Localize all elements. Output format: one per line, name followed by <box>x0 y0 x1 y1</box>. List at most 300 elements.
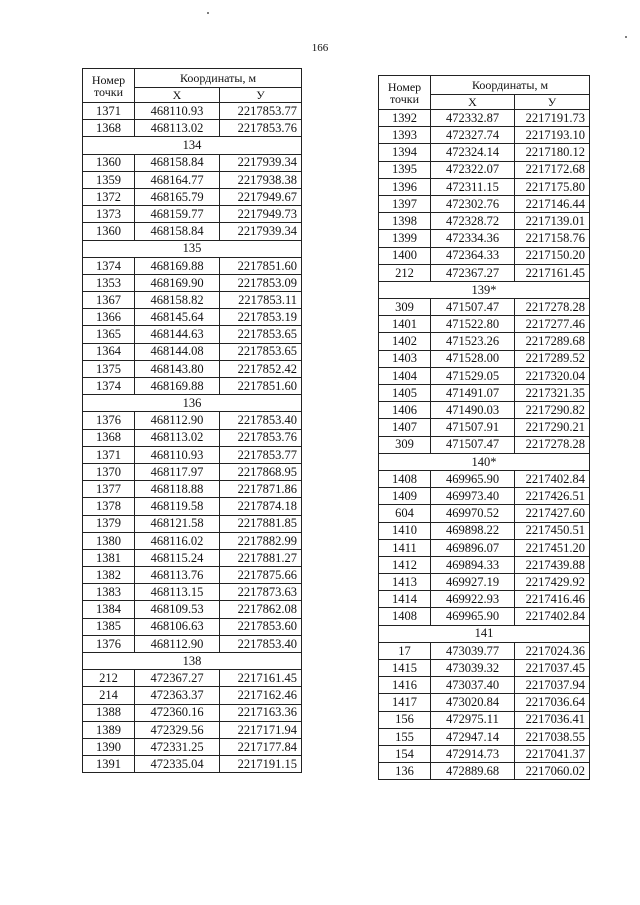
coordinates-table-right <box>378 75 590 780</box>
x-coordinate-cell: 471507.91 <box>431 419 515 436</box>
point-number-cell: 1368 <box>83 429 135 446</box>
table-row <box>83 292 302 309</box>
point-number-cell: 1401 <box>379 316 431 333</box>
point-number-cell: 1381 <box>83 549 135 566</box>
table-row <box>379 299 590 316</box>
x-coordinate-cell: 472360.16 <box>135 704 220 721</box>
x-coordinate-cell: 472364.33 <box>431 247 515 264</box>
table-row <box>83 274 302 291</box>
y-coordinate-cell: 2217853.60 <box>220 618 302 635</box>
point-number-cell: 1416 <box>379 677 431 694</box>
point-number-cell: 1374 <box>83 378 135 395</box>
y-coordinate-cell: 2217278.28 <box>515 299 590 316</box>
table-row <box>379 711 590 728</box>
x-coordinate-cell: 472363.37 <box>135 687 220 704</box>
x-coordinate-cell: 472311.15 <box>431 178 515 195</box>
point-number-cell: 1411 <box>379 539 431 556</box>
point-number-cell: 1403 <box>379 350 431 367</box>
y-coordinate-cell: 2217150.20 <box>515 247 590 264</box>
x-coordinate-cell: 469970.52 <box>431 505 515 522</box>
table-row <box>379 178 590 195</box>
point-number-cell: 1400 <box>379 247 431 264</box>
point-number-cell: 1394 <box>379 144 431 161</box>
section-row <box>83 137 302 154</box>
y-coordinate-cell: 2217853.65 <box>220 343 302 360</box>
x-coordinate-cell: 468169.90 <box>135 274 220 291</box>
table-row <box>83 120 302 137</box>
scan-speck <box>207 12 209 14</box>
table-row <box>83 446 302 463</box>
x-coordinate-cell: 472914.73 <box>431 745 515 762</box>
point-number-cell: 1377 <box>83 481 135 498</box>
point-number-cell: 1366 <box>83 309 135 326</box>
table-row <box>83 326 302 343</box>
x-coordinate-cell: 473039.77 <box>431 642 515 659</box>
y-coordinate-cell: 2217191.73 <box>515 110 590 127</box>
x-coordinate-cell: 468113.02 <box>135 120 220 137</box>
table-row <box>83 549 302 566</box>
x-coordinate-cell: 468169.88 <box>135 257 220 274</box>
table-row <box>83 635 302 652</box>
point-number-cell: 1398 <box>379 213 431 230</box>
table-row <box>379 367 590 384</box>
section-row <box>83 240 302 257</box>
x-coordinate-cell: 473039.32 <box>431 660 515 677</box>
y-coordinate-cell: 2217853.40 <box>220 635 302 652</box>
table-row <box>379 763 590 780</box>
x-coordinate-cell: 472331.25 <box>135 738 220 755</box>
y-coordinate-cell: 2217172.68 <box>515 161 590 178</box>
x-coordinate-cell: 469896.07 <box>431 539 515 556</box>
point-number-cell: 1359 <box>83 171 135 188</box>
x-coordinate-cell: 468145.64 <box>135 309 220 326</box>
y-coordinate-cell: 2217853.77 <box>220 446 302 463</box>
table-row <box>379 161 590 178</box>
x-coordinate-cell: 468113.15 <box>135 584 220 601</box>
table-row <box>379 728 590 745</box>
table-row <box>379 505 590 522</box>
point-number-cell: 1417 <box>379 694 431 711</box>
y-coordinate-cell: 2217402.84 <box>515 608 590 625</box>
point-number-cell: 1396 <box>379 178 431 195</box>
point-number-cell: 309 <box>379 299 431 316</box>
coordinates-header: Координаты, м <box>135 69 302 88</box>
point-number-cell: 1376 <box>83 635 135 652</box>
y-coordinate-cell: 2217162.46 <box>220 687 302 704</box>
y-coordinate-cell: 2217060.02 <box>515 763 590 780</box>
point-number-cell: 1414 <box>379 591 431 608</box>
table-row <box>379 522 590 539</box>
section-number: 139* <box>379 281 590 298</box>
y-coordinate-cell: 2217949.73 <box>220 206 302 223</box>
x-coordinate-cell: 469973.40 <box>431 488 515 505</box>
point-number-cell: 1393 <box>379 127 431 144</box>
point-number-cell: 1385 <box>83 618 135 635</box>
x-coordinate-cell: 468117.97 <box>135 463 220 480</box>
x-coordinate-cell: 469965.90 <box>431 470 515 487</box>
table-row <box>379 264 590 281</box>
table-row <box>379 470 590 487</box>
table-row <box>83 687 302 704</box>
y-coordinate-cell: 2217290.82 <box>515 402 590 419</box>
section-row <box>379 625 590 642</box>
point-number-cell: 1373 <box>83 206 135 223</box>
y-coordinate-cell: 2217158.76 <box>515 230 590 247</box>
point-number-cell: 1367 <box>83 292 135 309</box>
x-coordinate-cell: 468119.58 <box>135 498 220 515</box>
table-row <box>379 230 590 247</box>
y-coordinate-cell: 2217416.46 <box>515 591 590 608</box>
y-coordinate-cell: 2217851.60 <box>220 257 302 274</box>
y-coordinate-cell: 2217439.88 <box>515 556 590 573</box>
y-coordinate-cell: 2217939.34 <box>220 154 302 171</box>
y-coordinate-cell: 2217290.21 <box>515 419 590 436</box>
table-row <box>83 343 302 360</box>
section-row <box>379 453 590 470</box>
point-number-cell: 1409 <box>379 488 431 505</box>
table-row <box>83 103 302 120</box>
y-coordinate-cell: 2217402.84 <box>515 470 590 487</box>
section-number: 138 <box>83 653 302 670</box>
point-number-cell: 154 <box>379 745 431 762</box>
x-coordinate-cell: 473037.40 <box>431 677 515 694</box>
point-number-cell: 214 <box>83 687 135 704</box>
section-number: 140* <box>379 453 590 470</box>
x-coordinate-cell: 471522.80 <box>431 316 515 333</box>
point-number-cell: 1383 <box>83 584 135 601</box>
x-coordinate-cell: 468165.79 <box>135 188 220 205</box>
table-row <box>379 333 590 350</box>
x-coordinate-cell: 469922.93 <box>431 591 515 608</box>
table-row <box>83 154 302 171</box>
table-row <box>379 144 590 161</box>
point-number-cell: 1405 <box>379 385 431 402</box>
y-coordinate-cell: 2217429.92 <box>515 574 590 591</box>
y-coordinate-cell: 2217193.10 <box>515 127 590 144</box>
x-coordinate-cell: 472302.76 <box>431 195 515 212</box>
x-coordinate-cell: 469927.19 <box>431 574 515 591</box>
point-number-cell: 1371 <box>83 446 135 463</box>
point-number-cell: 1392 <box>379 110 431 127</box>
y-coordinate-cell: 2217862.08 <box>220 601 302 618</box>
section-number: 134 <box>83 137 302 154</box>
x-coordinate-cell: 469965.90 <box>431 608 515 625</box>
y-coordinate-cell: 2217278.28 <box>515 436 590 453</box>
x-coordinate-cell: 471523.26 <box>431 333 515 350</box>
x-coordinate-cell: 468113.76 <box>135 567 220 584</box>
y-coordinate-cell: 2217037.45 <box>515 660 590 677</box>
y-coordinate-cell: 2217171.94 <box>220 721 302 738</box>
y-coordinate-cell: 2217853.65 <box>220 326 302 343</box>
x-coordinate-cell: 472322.07 <box>431 161 515 178</box>
y-header: У <box>220 88 302 103</box>
y-coordinate-cell: 2217938.38 <box>220 171 302 188</box>
table-row <box>379 591 590 608</box>
table-row <box>83 171 302 188</box>
y-coordinate-cell: 2217139.01 <box>515 213 590 230</box>
table-row <box>83 498 302 515</box>
section-row <box>83 395 302 412</box>
x-coordinate-cell: 468110.93 <box>135 103 220 120</box>
x-coordinate-cell: 472367.27 <box>135 670 220 687</box>
point-number-cell: 1390 <box>83 738 135 755</box>
y-coordinate-cell: 2217041.37 <box>515 745 590 762</box>
y-coordinate-cell: 2217289.68 <box>515 333 590 350</box>
x-coordinate-cell: 468169.88 <box>135 378 220 395</box>
x-coordinate-cell: 468143.80 <box>135 360 220 377</box>
y-coordinate-cell: 2217853.76 <box>220 429 302 446</box>
x-coordinate-cell: 472975.11 <box>431 711 515 728</box>
point-number-cell: 604 <box>379 505 431 522</box>
point-number-cell: 1408 <box>379 608 431 625</box>
page-number: 166 <box>311 42 329 54</box>
x-coordinate-cell: 472329.56 <box>135 721 220 738</box>
table-row <box>379 745 590 762</box>
y-coordinate-cell: 2217277.46 <box>515 316 590 333</box>
y-coordinate-cell: 2217427.60 <box>515 505 590 522</box>
y-coordinate-cell: 2217873.63 <box>220 584 302 601</box>
point-number-cell: 1412 <box>379 556 431 573</box>
y-header: У <box>515 95 590 110</box>
point-number-cell: 1378 <box>83 498 135 515</box>
x-coordinate-cell: 472328.72 <box>431 213 515 230</box>
y-coordinate-cell: 2217036.41 <box>515 711 590 728</box>
table-row <box>83 378 302 395</box>
table-row <box>379 556 590 573</box>
y-coordinate-cell: 2217881.85 <box>220 515 302 532</box>
table-row <box>379 660 590 677</box>
table-row <box>379 110 590 127</box>
point-number-cell: 1395 <box>379 161 431 178</box>
section-number: 136 <box>83 395 302 412</box>
x-coordinate-cell: 472334.36 <box>431 230 515 247</box>
coordinates-table-left <box>82 68 302 773</box>
x-coordinate-cell: 468110.93 <box>135 446 220 463</box>
table-row <box>83 360 302 377</box>
section-number: 135 <box>83 240 302 257</box>
table-row <box>83 721 302 738</box>
table-row <box>83 412 302 429</box>
point-number-cell: 1364 <box>83 343 135 360</box>
x-coordinate-cell: 468106.63 <box>135 618 220 635</box>
y-coordinate-cell: 2217939.34 <box>220 223 302 240</box>
table-row <box>379 419 590 436</box>
y-coordinate-cell: 2217175.80 <box>515 178 590 195</box>
point-number-cell: 1407 <box>379 419 431 436</box>
y-coordinate-cell: 2217853.77 <box>220 103 302 120</box>
point-number-cell: 1384 <box>83 601 135 618</box>
table-row <box>379 316 590 333</box>
x-coordinate-cell: 471529.05 <box>431 367 515 384</box>
x-coordinate-cell: 468112.90 <box>135 635 220 652</box>
point-number-cell: 1408 <box>379 470 431 487</box>
point-number-cell: 1370 <box>83 463 135 480</box>
section-number: 141 <box>379 625 590 642</box>
point-number-cell: 1360 <box>83 154 135 171</box>
y-coordinate-cell: 2217191.15 <box>220 756 302 773</box>
x-coordinate-cell: 471491.07 <box>431 385 515 402</box>
point-number-cell: 1372 <box>83 188 135 205</box>
point-number-cell: 1402 <box>379 333 431 350</box>
point-number-cell: 1406 <box>379 402 431 419</box>
table-row <box>379 436 590 453</box>
table-row <box>83 206 302 223</box>
x-coordinate-cell: 468121.58 <box>135 515 220 532</box>
table-row <box>379 350 590 367</box>
table-row <box>379 385 590 402</box>
table-row <box>379 247 590 264</box>
point-number-cell: 1371 <box>83 103 135 120</box>
point-number-cell: 155 <box>379 728 431 745</box>
point-number-header: Номер точки <box>379 76 431 110</box>
x-coordinate-cell: 468158.84 <box>135 223 220 240</box>
x-coordinate-cell: 472332.87 <box>431 110 515 127</box>
point-number-cell: 212 <box>83 670 135 687</box>
table-row <box>83 532 302 549</box>
y-coordinate-cell: 2217036.64 <box>515 694 590 711</box>
table-row <box>379 213 590 230</box>
y-coordinate-cell: 2217853.40 <box>220 412 302 429</box>
y-coordinate-cell: 2217163.36 <box>220 704 302 721</box>
point-number-cell: 1353 <box>83 274 135 291</box>
y-coordinate-cell: 2217852.42 <box>220 360 302 377</box>
y-coordinate-cell: 2217451.20 <box>515 539 590 556</box>
point-number-cell: 1368 <box>83 120 135 137</box>
point-number-cell: 1360 <box>83 223 135 240</box>
table-row <box>83 738 302 755</box>
point-number-cell: 1365 <box>83 326 135 343</box>
y-coordinate-cell: 2217161.45 <box>220 670 302 687</box>
x-coordinate-cell: 473020.84 <box>431 694 515 711</box>
y-coordinate-cell: 2217868.95 <box>220 463 302 480</box>
x-coordinate-cell: 472367.27 <box>431 264 515 281</box>
table-row <box>83 601 302 618</box>
table-row <box>379 642 590 659</box>
y-coordinate-cell: 2217180.12 <box>515 144 590 161</box>
point-number-cell: 1375 <box>83 360 135 377</box>
table-row <box>83 515 302 532</box>
point-number-cell: 1397 <box>379 195 431 212</box>
x-coordinate-cell: 468115.24 <box>135 549 220 566</box>
y-coordinate-cell: 2217853.76 <box>220 120 302 137</box>
y-coordinate-cell: 2217450.51 <box>515 522 590 539</box>
y-coordinate-cell: 2217875.66 <box>220 567 302 584</box>
y-coordinate-cell: 2217853.19 <box>220 309 302 326</box>
point-number-cell: 1379 <box>83 515 135 532</box>
point-number-cell: 1404 <box>379 367 431 384</box>
y-coordinate-cell: 2217874.18 <box>220 498 302 515</box>
table-row <box>379 694 590 711</box>
table-row <box>379 574 590 591</box>
table-row <box>83 481 302 498</box>
section-row <box>83 653 302 670</box>
table-row <box>83 309 302 326</box>
coordinates-header: Координаты, м <box>431 76 590 95</box>
x-coordinate-cell: 472327.74 <box>431 127 515 144</box>
table-row <box>379 402 590 419</box>
table-row <box>83 670 302 687</box>
point-number-cell: 1413 <box>379 574 431 591</box>
x-coordinate-cell: 468118.88 <box>135 481 220 498</box>
x-coordinate-cell: 468158.82 <box>135 292 220 309</box>
x-coordinate-cell: 468164.77 <box>135 171 220 188</box>
x-coordinate-cell: 468109.53 <box>135 601 220 618</box>
x-coordinate-cell: 468158.84 <box>135 154 220 171</box>
x-coordinate-cell: 468159.77 <box>135 206 220 223</box>
x-coordinate-cell: 471490.03 <box>431 402 515 419</box>
table-row <box>83 257 302 274</box>
x-coordinate-cell: 468144.08 <box>135 343 220 360</box>
table-row <box>379 195 590 212</box>
table-row <box>379 539 590 556</box>
y-coordinate-cell: 2217882.99 <box>220 532 302 549</box>
section-row <box>379 281 590 298</box>
y-coordinate-cell: 2217037.94 <box>515 677 590 694</box>
table-row <box>83 704 302 721</box>
table-row <box>83 756 302 773</box>
x-coordinate-cell: 468144.63 <box>135 326 220 343</box>
y-coordinate-cell: 2217038.55 <box>515 728 590 745</box>
table-row <box>83 429 302 446</box>
x-coordinate-cell: 472324.14 <box>431 144 515 161</box>
table-row <box>83 584 302 601</box>
table-row <box>83 618 302 635</box>
y-coordinate-cell: 2217177.84 <box>220 738 302 755</box>
point-number-cell: 1374 <box>83 257 135 274</box>
table-row <box>83 223 302 240</box>
point-number-cell: 1382 <box>83 567 135 584</box>
table-row <box>83 567 302 584</box>
point-number-cell: 136 <box>379 763 431 780</box>
y-coordinate-cell: 2217871.86 <box>220 481 302 498</box>
y-coordinate-cell: 2217146.44 <box>515 195 590 212</box>
point-number-cell: 309 <box>379 436 431 453</box>
y-coordinate-cell: 2217321.35 <box>515 385 590 402</box>
y-coordinate-cell: 2217161.45 <box>515 264 590 281</box>
x-coordinate-cell: 469898.22 <box>431 522 515 539</box>
x-coordinate-cell: 471507.47 <box>431 436 515 453</box>
x-header: Х <box>135 88 220 103</box>
x-coordinate-cell: 468112.90 <box>135 412 220 429</box>
x-coordinate-cell: 472335.04 <box>135 756 220 773</box>
y-coordinate-cell: 2217949.67 <box>220 188 302 205</box>
y-coordinate-cell: 2217853.09 <box>220 274 302 291</box>
point-number-cell: 212 <box>379 264 431 281</box>
x-coordinate-cell: 468116.02 <box>135 532 220 549</box>
x-coordinate-cell: 472889.68 <box>431 763 515 780</box>
point-number-cell: 1415 <box>379 660 431 677</box>
y-coordinate-cell: 2217289.52 <box>515 350 590 367</box>
point-number-cell: 156 <box>379 711 431 728</box>
table-row <box>379 488 590 505</box>
point-number-cell: 1410 <box>379 522 431 539</box>
x-header: Х <box>431 95 515 110</box>
y-coordinate-cell: 2217024.36 <box>515 642 590 659</box>
point-number-cell: 1399 <box>379 230 431 247</box>
point-number-cell: 1391 <box>83 756 135 773</box>
table-row <box>379 677 590 694</box>
point-number-header: Номер точки <box>83 69 135 103</box>
scan-speck <box>625 36 627 38</box>
y-coordinate-cell: 2217426.51 <box>515 488 590 505</box>
y-coordinate-cell: 2217853.11 <box>220 292 302 309</box>
x-coordinate-cell: 469894.33 <box>431 556 515 573</box>
point-number-cell: 1380 <box>83 532 135 549</box>
y-coordinate-cell: 2217851.60 <box>220 378 302 395</box>
point-number-cell: 1388 <box>83 704 135 721</box>
x-coordinate-cell: 468113.02 <box>135 429 220 446</box>
point-number-cell: 1376 <box>83 412 135 429</box>
